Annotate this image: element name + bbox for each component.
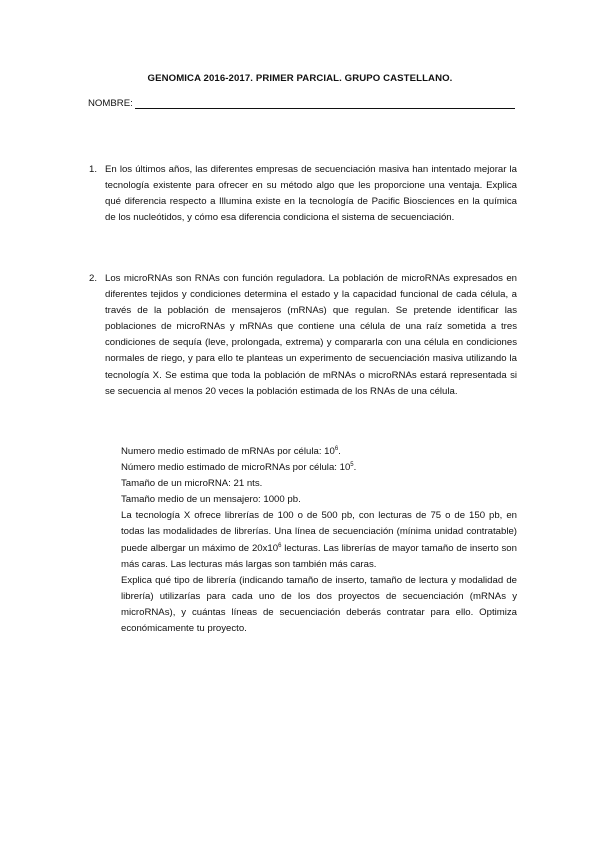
mrna-count-line: [121, 444, 517, 460]
technology-description: [121, 508, 517, 572]
mirna-count-label: Número medio estimado de microRNAs por célula: 10: [121, 462, 351, 474]
period: .: [353, 462, 357, 474]
mrna-count-label: Numero medio estimado de mRNAs por célula: 10: [121, 446, 335, 457]
question-text: En los últimos años, las diferentes empresas de secuenciación masiva han intentado mejorar la tecnología existente para ofrecer en su método algo que les proporcione una ventaja. Explica qué diferencia respecto a Illumina existe en la tecnología de Pacific Biosciences en la química de los nucleótidos, y cómo esa diferencia condiciona el sistema de secuenciación.: [105, 164, 517, 224]
question-number: 1.: [89, 164, 98, 175]
question-text: Los microRNAs son RNAs con función reguladora. La población de microRNAs expresados en diferentes tejidos y condiciones determina el estado y la capacidad funcional de cada célula, a través de la población de mensajeros (mRNAs) que regulan. Se pretende identificar las poblaciones de microRNAs y mRNAs que contiene una célula de una raíz sometida a tres condiciones de sequía (leve, prolongada, extrema) y compararla con una célula en condiciones normales de riego, y para ello te planteas un experimento de secuenciación masiva utilizando la tecnología X. Se estima que toda la población de mRNAs o microRNAs estará representada si se secuencia al menos 20 veces la población estimada de los RNAs de una célula.: [105, 273, 517, 397]
technology-text-part2: lecturas. Las librerías de mayor tamaño de inserto son más caras. Las lecturas más largas son también más caras.: [121, 542, 517, 570]
question-1: [89, 162, 517, 226]
mirna-size-line: Tamaño de un microRNA: 21 nts.: [121, 478, 263, 490]
period: .: [338, 446, 341, 457]
name-label: NOMBRE:: [88, 98, 133, 109]
question-number: 2.: [89, 273, 98, 284]
mrna-count-exponent: 6: [334, 445, 339, 452]
question-2: [89, 271, 517, 400]
name-blank-line: [135, 99, 515, 109]
name-field: [88, 98, 515, 109]
mirna-count-line: [121, 460, 517, 476]
instructions: Explica qué tipo de librería (indicando tamaño de inserto, tamaño de lectura y modalidad de librería) utilizarías para cada uno de los dos proyectos de secuenciación (mRNAs y microRNAs), y cuántas líneas de secuenciación deberás contratar para ello. Optimiza económicamente tu proyecto.: [121, 574, 517, 635]
problem-data: [121, 444, 517, 637]
lane-capacity-exponent: 6: [278, 542, 282, 549]
technology-text-part1: La tecnología X ofrece librerías de 100 o de 500 pb, con lecturas de 75 o de 150 pb, en todas las modalidades de librerías. Una línea de secuenciación (mínima unidad contratable) puede albergar un máximo de 20x10: [121, 510, 517, 554]
mrna-size-line: Tamaño medio de un mensajero: 1000 pb.: [121, 494, 301, 506]
exam-title: GENOMICA 2016-2017. PRIMER PARCIAL. GRUPO CASTELLANO.: [147, 73, 453, 84]
mirna-count-exponent: 5: [350, 461, 354, 468]
